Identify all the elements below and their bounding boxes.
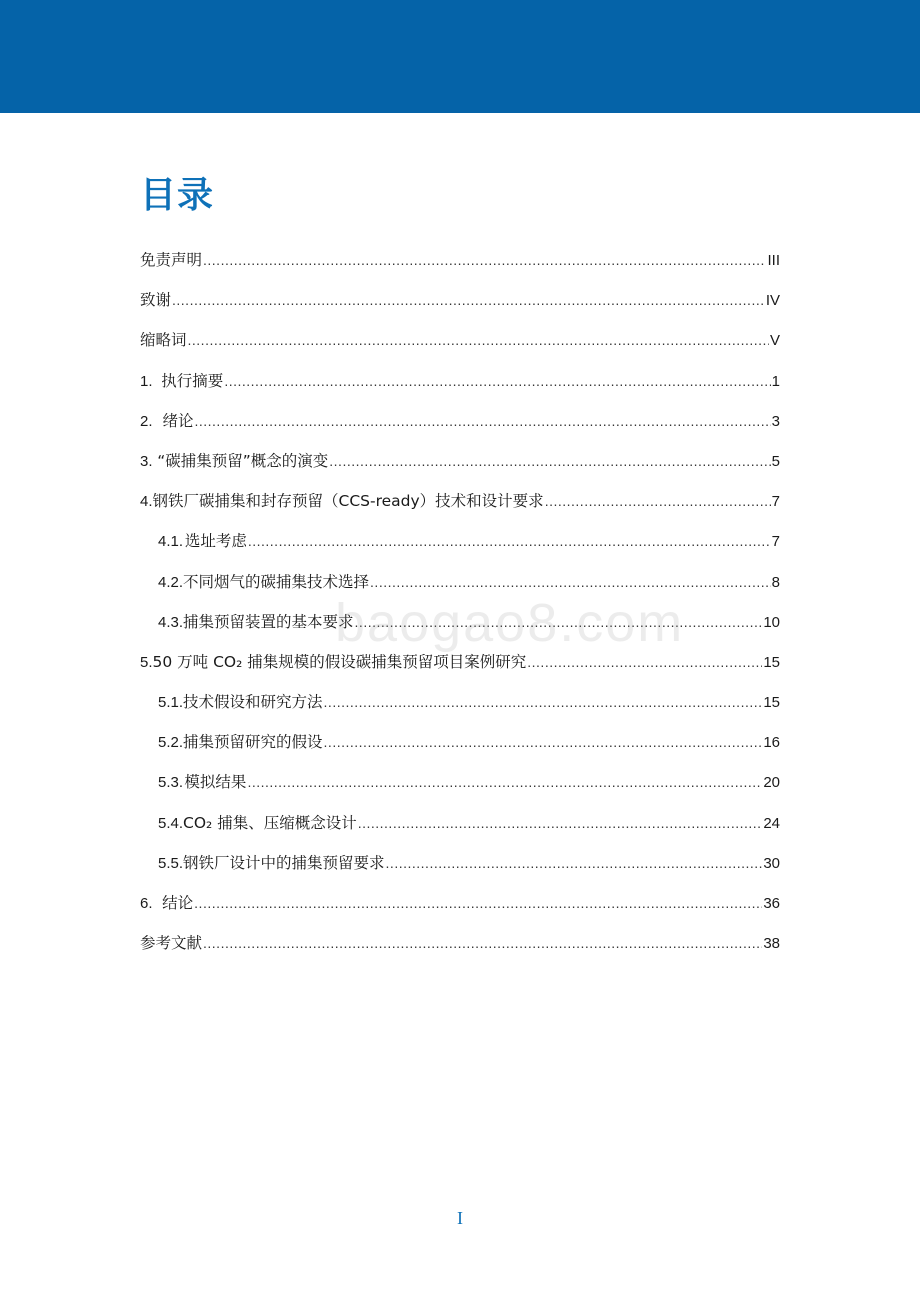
toc-entry-title: 缩略词 [140, 331, 187, 350]
toc-dot-leader [203, 923, 762, 963]
toc-entry-page: 15 [763, 653, 780, 671]
toc-dot-leader [247, 762, 762, 802]
toc-entry-title: 钢铁厂设计中的捕集预留要求 [183, 853, 385, 872]
toc-entry[interactable] [140, 602, 780, 642]
toc-entry[interactable] [140, 843, 780, 883]
toc-entry-page: 3 [771, 412, 780, 430]
toc-entry-page: 10 [763, 613, 780, 631]
toc-dot-leader [329, 441, 770, 481]
toc-entry[interactable] [140, 642, 780, 682]
toc-entry-title: 选址考虑 [184, 532, 247, 551]
page-title: 目录 [140, 175, 215, 217]
toc-entry-number: 4.1. [158, 533, 184, 551]
toc-entry-page: 36 [763, 895, 780, 912]
toc-entry-title: 致谢 [140, 291, 172, 310]
toc-entry[interactable] [140, 682, 780, 722]
toc-dot-leader [370, 562, 771, 602]
toc-entry[interactable] [140, 361, 780, 401]
toc-dot-leader [527, 642, 762, 682]
toc-entry-page: 1 [771, 372, 780, 390]
toc-entry-page: 15 [763, 694, 780, 712]
toc-entry-number: 5. [140, 653, 153, 671]
header-band [0, 0, 920, 113]
toc-entry-page: 24 [763, 814, 780, 832]
toc-dot-leader [355, 602, 763, 642]
toc-entry-title: 模拟结果 [184, 773, 247, 792]
toc-entry-page: 16 [763, 734, 780, 752]
page-number: I [457, 1208, 463, 1228]
toc-entry-title: 绪论 [162, 411, 194, 430]
toc-entry-title: 不同烟气的碳捕集技术选择 [183, 572, 370, 591]
toc-entry[interactable] [140, 883, 780, 923]
toc-dot-leader [203, 240, 766, 280]
toc-entry-title: 免责声明 [140, 251, 203, 269]
toc-dot-leader [194, 401, 770, 441]
toc-entry[interactable] [140, 762, 780, 802]
toc-entry-number: 6. [140, 895, 153, 912]
toc-entry-title: “碳捕集预留”概念的演变 [157, 451, 329, 470]
toc-entry-page: 5 [771, 452, 780, 470]
toc-dot-leader [194, 883, 762, 923]
toc-entry[interactable] [140, 521, 780, 561]
toc-entry-page: 8 [771, 573, 780, 591]
toc-entry-number: 1. [140, 372, 153, 390]
table-of-contents [140, 240, 780, 963]
toc-entry-number: 2. [140, 412, 153, 430]
toc-entry-title: 捕集预留装置的基本要求 [183, 612, 354, 631]
toc-entry[interactable] [140, 401, 780, 441]
toc-dot-leader [386, 843, 763, 883]
toc-dot-leader [224, 361, 770, 401]
toc-dot-leader [188, 320, 769, 360]
toc-dot-leader [358, 803, 763, 843]
toc-entry-page: 7 [771, 493, 780, 511]
toc-entry-number: 5.1. [158, 694, 184, 712]
toc-entry[interactable] [140, 923, 780, 963]
toc-entry-title: 捕集预留研究的假设 [183, 733, 323, 752]
toc-entry-title: 结论 [162, 894, 194, 912]
toc-entry-page: 38 [763, 935, 780, 953]
toc-dot-leader [324, 682, 763, 722]
toc-entry-number: 4. [140, 493, 153, 511]
toc-entry-number: 5.3. [158, 774, 184, 792]
toc-entry-page: IV [765, 292, 780, 310]
toc-entry[interactable] [140, 441, 780, 481]
toc-entry-title: 50 万吨 CO₂ 捕集规模的假设碳捕集预留项目案例研究 [152, 652, 527, 671]
toc-entry-number: 5.5. [158, 854, 184, 872]
toc-entry-number: 5.2. [158, 734, 184, 752]
watermark-text: baogao8.com [335, 593, 685, 653]
toc-entry-page: 30 [763, 854, 780, 872]
toc-entry[interactable] [140, 481, 780, 521]
toc-entry-number: 4.3. [158, 613, 184, 631]
toc-entry-page: 7 [771, 533, 780, 551]
toc-dot-leader [324, 722, 763, 762]
toc-entry[interactable] [140, 320, 780, 360]
toc-dot-leader [545, 481, 771, 521]
toc-entry-page: V [769, 332, 780, 350]
toc-entry-page: 20 [763, 774, 780, 792]
toc-entry-page: III [767, 252, 780, 269]
toc-entry-title: CO₂ 捕集、压缩概念设计 [183, 813, 357, 832]
toc-entry-title: 参考文献 [140, 934, 203, 953]
toc-entry[interactable] [140, 803, 780, 843]
toc-dot-leader [248, 521, 771, 561]
toc-entry-number: 3. [140, 452, 153, 470]
toc-entry[interactable] [140, 562, 780, 602]
toc-entry-title: 技术假设和研究方法 [183, 693, 323, 712]
toc-entry-title: 钢铁厂碳捕集和封存预留（CCS-ready）技术和设计要求 [152, 492, 544, 511]
toc-entry[interactable] [140, 280, 780, 320]
toc-entry-number: 5.4. [158, 814, 184, 832]
toc-entry-title: 执行摘要 [161, 371, 224, 390]
toc-entry[interactable] [140, 240, 780, 280]
toc-dot-leader [172, 280, 765, 320]
toc-entry-number: 4.2. [158, 573, 184, 591]
toc-entry[interactable] [140, 722, 780, 762]
